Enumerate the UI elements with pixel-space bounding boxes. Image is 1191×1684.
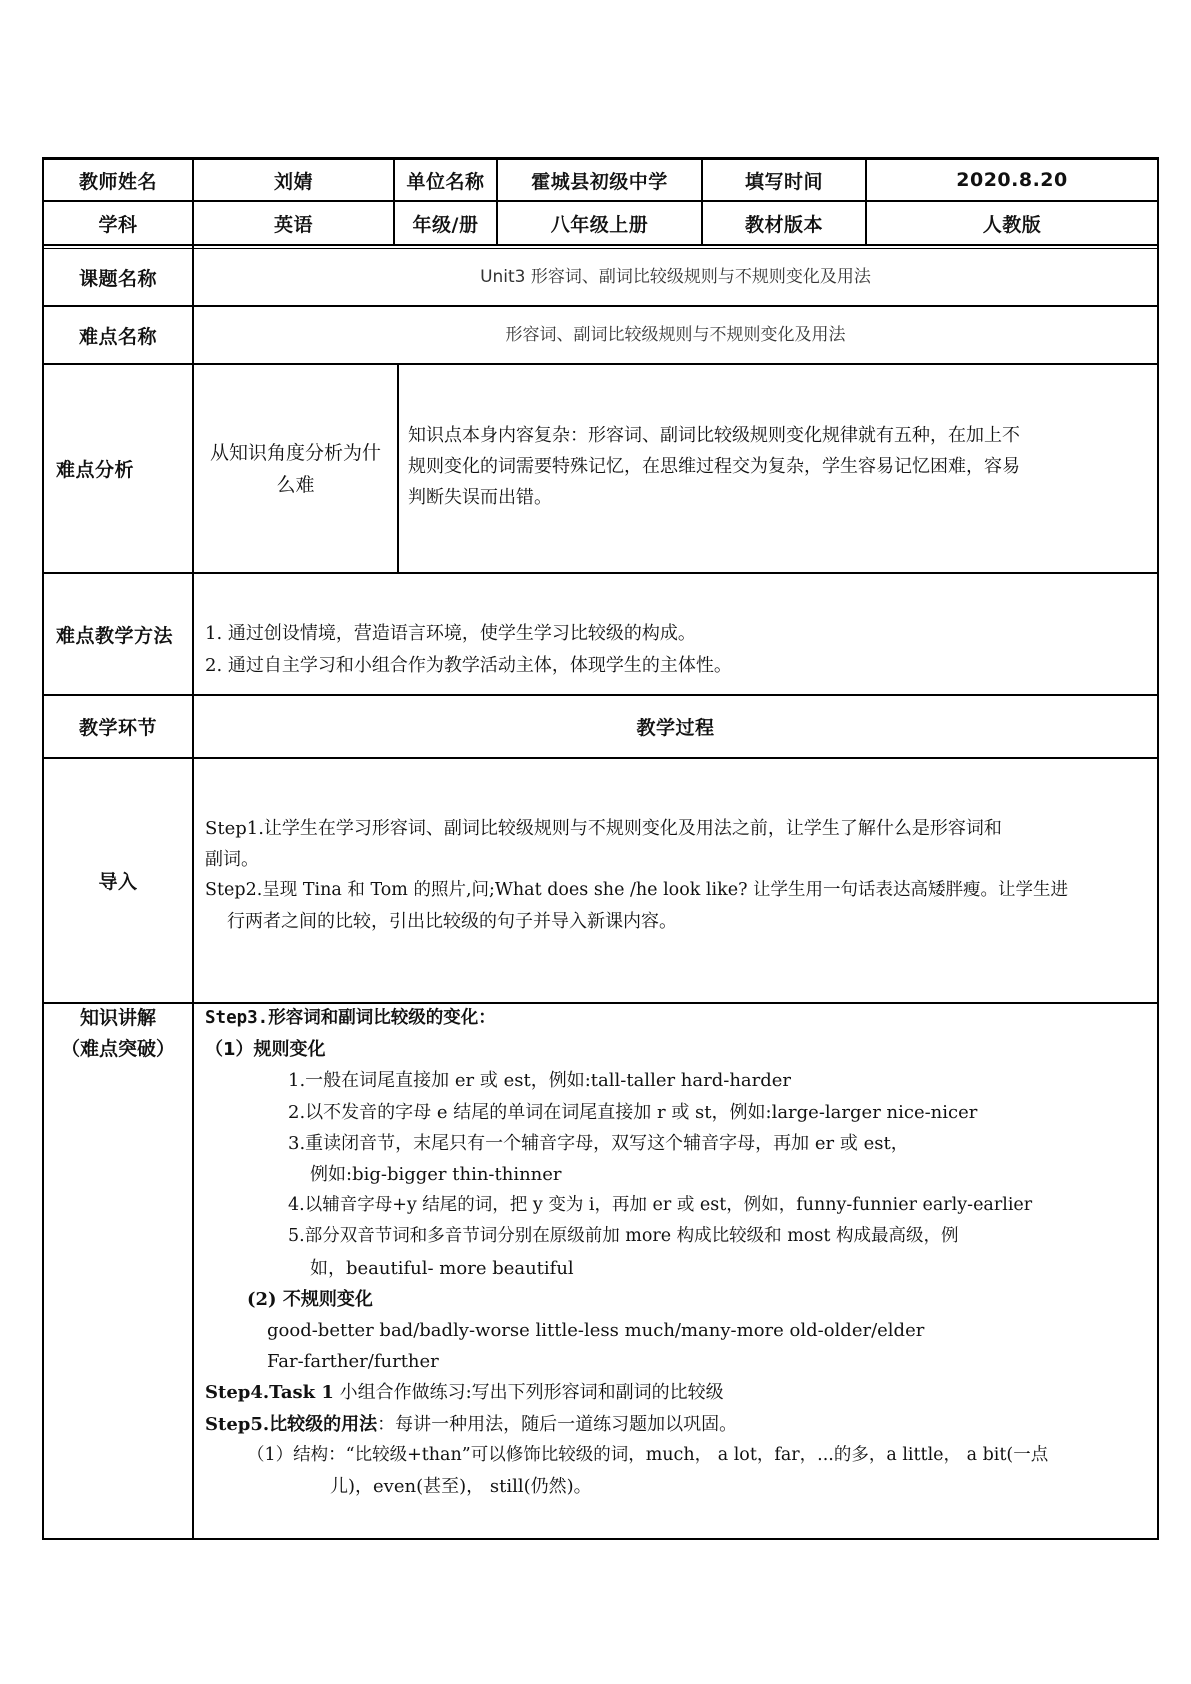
rule-line: 例如:big-bigger thin-thinner [310, 1164, 562, 1186]
rule-line: 1.一般在词尾直接加 er 或 est，例如:tall-taller hard-harder [288, 1070, 792, 1092]
step5-label: Step5.比较级的用法 [205, 1413, 378, 1435]
topic-value: Unit3 形容词、副词比较级规则与不规则变化及用法 [480, 266, 871, 287]
rule-line: 如，beautiful- more beautiful [310, 1257, 574, 1279]
step3-heading: Step3.形容词和副词比较级的变化： [205, 1008, 496, 1028]
knowledge-label [44, 1003, 192, 1065]
subject-label: 学科 [98, 213, 138, 236]
step5-text: ：每讲一种用法，随后一道练习题加以巩固。 [377, 1413, 738, 1435]
teacher-name-label: 教师姓名 [78, 170, 157, 193]
rule-line: 4.以辅音字母+y 结尾的词，把 y 变为 i，再加 er 或 est，例如，funny-funnier early-earlier [288, 1195, 1033, 1216]
intro-line: 行两者之间的比较，引出比较级的句子并导入新课内容。 [227, 911, 677, 932]
step4-label: Step4.Task 1 [205, 1382, 334, 1404]
process-title: 教学过程 [636, 717, 715, 739]
intro-line: Step2.呈现 Tina 和 Tom 的照片,问;What does she /he look like? 让学生用一句话表达高矮胖瘦。让学生进 [205, 880, 1069, 900]
intro-body [205, 813, 1155, 937]
intro-line: Step1.让学生在学习形容词、副词比较级规则与不规则变化及用法之前，让学生了解什么是形容词和 [205, 818, 1002, 839]
rule-line: 3.重读闭音节，末尾只有一个辅音字母，双写这个辅音字母，再加 er 或 est， [288, 1132, 909, 1154]
analysis-body [408, 420, 1153, 513]
grade-value: 八年级上册 [550, 213, 649, 236]
topic-label: 课题名称 [78, 267, 157, 290]
knowledge-body [205, 1003, 1155, 1502]
rule-line: 5.部分双音节词和多音节词分别在原级前加 more 构成比较级和 most 构成最高级，例 [288, 1226, 959, 1247]
difficulty-label: 难点名称 [78, 325, 157, 348]
irregular-line: good-better bad/badly-worse little-less much/many-more old-older/elder [267, 1320, 925, 1342]
usage-line: （1）结构：“比较级+than”可以修饰比较级的词，much， a lot，far，...的多，a little， a bit(一点 [247, 1444, 1049, 1465]
analysis-line: 判断失误而出错。 [408, 487, 552, 508]
analysis-sub-label-text: 从知识角度分析为什么难 [209, 441, 381, 496]
school-label: 单位名称 [406, 170, 485, 193]
usage-line: 儿)，even(甚至)， still(仍然)。 [330, 1476, 592, 1498]
date-value: 2020.8.20 [956, 169, 1068, 191]
knowledge-label-line: 知识讲解 [79, 1007, 156, 1029]
regular-change-title: （1）规则变化 [205, 1039, 326, 1061]
edition-label: 教材版本 [744, 213, 823, 236]
step4-text: 小组合作做练习:写出下列形容词和副词的比较级 [333, 1382, 724, 1404]
irregular-change-title: (2) 不规则变化 [247, 1288, 373, 1310]
process-stage-label: 教学环节 [78, 717, 157, 739]
intro-line: 副词。 [205, 849, 259, 870]
analysis-line: 知识点本身内容复杂：形容词、副词比较级规则变化规律就有五种，在加上不 [408, 425, 1020, 446]
analysis-sub-label [194, 365, 397, 572]
method-label: 难点教学方法 [56, 624, 174, 647]
intro-label: 导入 [98, 871, 138, 893]
irregular-line: Far-farther/further [267, 1351, 439, 1373]
knowledge-label-line: （难点突破） [60, 1038, 175, 1060]
grade-label: 年级/册 [412, 213, 479, 236]
method-item: 1. 通过创设情境，营造语言环境，使学生学习比较级的构成。 [205, 623, 696, 644]
edition-value: 人教版 [982, 213, 1042, 236]
analysis-label: 难点分析 [56, 459, 135, 481]
teacher-name-value: 刘婧 [273, 170, 313, 193]
analysis-line: 规则变化的词需要特殊记忆，在思维过程交为复杂，学生容易记忆困难，容易 [408, 456, 1020, 477]
method-item: 2. 通过自主学习和小组合作为教学活动主体，体现学生的主体性。 [205, 655, 732, 676]
subject-value: 英语 [273, 213, 313, 236]
difficulty-value: 形容词、副词比较级规则与不规则变化及用法 [505, 324, 846, 345]
school-value: 霍城县初级中学 [531, 170, 668, 193]
rule-line: 2.以不发音的字母 e 结尾的单词在词尾直接加 r 或 st，例如:large-larger nice-nicer [288, 1101, 978, 1123]
step4-line [205, 1377, 1155, 1408]
step5-line [205, 1409, 1155, 1440]
method-body [205, 618, 1150, 682]
date-label: 填写时间 [744, 170, 823, 193]
